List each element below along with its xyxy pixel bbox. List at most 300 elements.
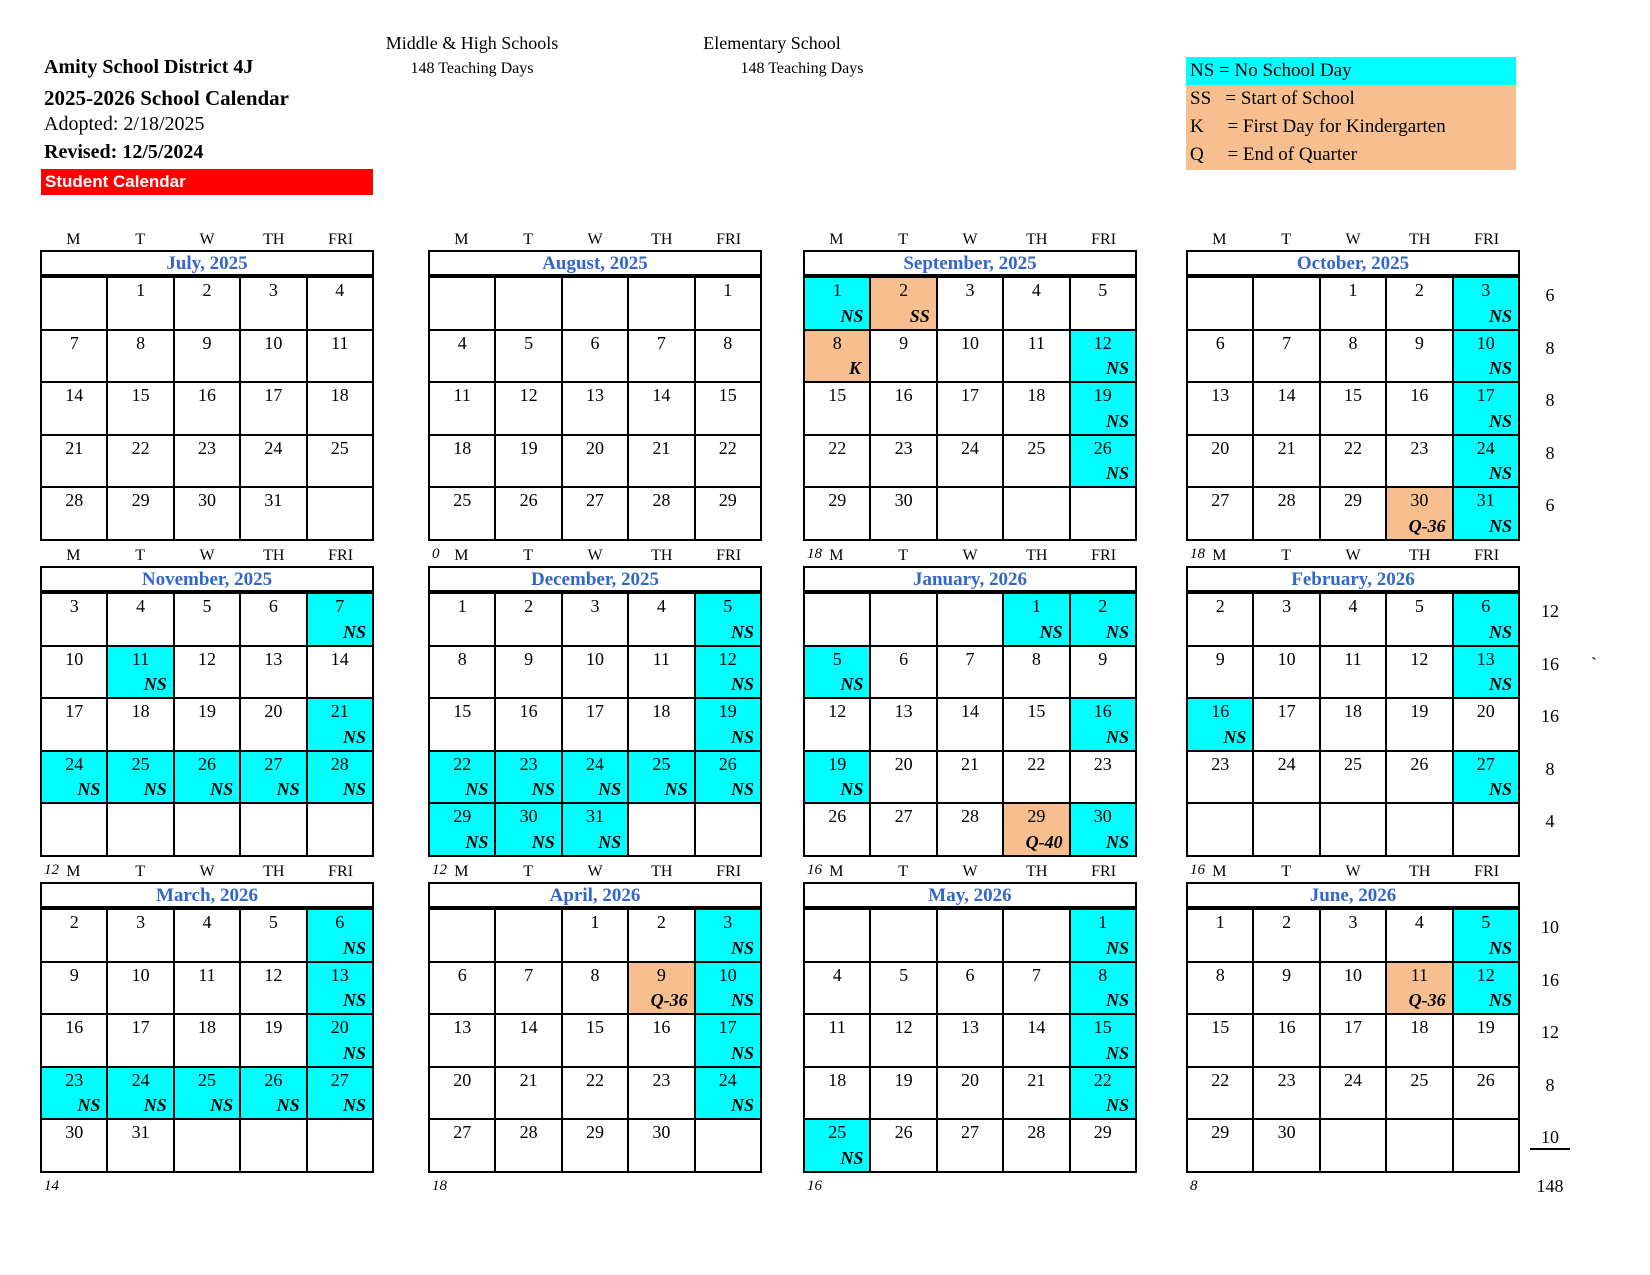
day-cell bbox=[696, 331, 762, 384]
day-code: NS bbox=[730, 621, 754, 642]
day-cell bbox=[1004, 910, 1070, 963]
day-cell bbox=[938, 331, 1004, 384]
day-number: 19 bbox=[828, 753, 847, 774]
day-cell bbox=[1454, 1068, 1520, 1121]
day-number: 16 bbox=[197, 385, 216, 406]
day-number: 26 bbox=[197, 753, 216, 774]
week-teaching-days: 6 bbox=[1545, 285, 1555, 305]
day-cell bbox=[175, 804, 241, 857]
weekday-header: FRI bbox=[1474, 547, 1500, 564]
day-number: 24 bbox=[960, 437, 979, 458]
day-number: 25 bbox=[453, 490, 472, 511]
day-number: 9 bbox=[1215, 648, 1225, 669]
weekday-header-row bbox=[803, 230, 1137, 250]
day-cell bbox=[1071, 331, 1137, 384]
day-number: 16 bbox=[519, 701, 538, 722]
weekday-header: T bbox=[1281, 231, 1292, 248]
day-number: 23 bbox=[1093, 753, 1112, 774]
day-number: 21 bbox=[519, 1069, 538, 1090]
day-number: 4 bbox=[335, 280, 345, 300]
day-number: 17 bbox=[1343, 1017, 1362, 1038]
day-cell bbox=[108, 1120, 174, 1173]
day-number: 19 bbox=[894, 1069, 913, 1090]
month-title: April, 2026 bbox=[428, 882, 762, 910]
day-cell bbox=[308, 488, 374, 541]
day-code: NS bbox=[77, 1095, 101, 1116]
day-cell bbox=[1454, 1120, 1520, 1173]
day-cell bbox=[175, 647, 241, 700]
day-cell bbox=[175, 331, 241, 384]
day-number: 23 bbox=[652, 1069, 671, 1090]
day-number: 24 bbox=[264, 437, 283, 458]
day-number: 19 bbox=[1476, 1017, 1495, 1038]
day-number: 27 bbox=[1476, 753, 1495, 774]
day-cell bbox=[563, 699, 629, 752]
week-teaching-days: 12 bbox=[1541, 1022, 1559, 1043]
day-number: 8 bbox=[1098, 964, 1108, 985]
day-cell bbox=[1387, 278, 1453, 331]
month-title: June, 2026 bbox=[1186, 882, 1520, 910]
elem-label: Elementary School bbox=[703, 33, 841, 53]
day-number: 28 bbox=[65, 490, 84, 511]
day-number: 22 bbox=[1093, 1069, 1112, 1090]
weekday-header: M bbox=[829, 863, 844, 880]
day-cell bbox=[1454, 1015, 1520, 1068]
day-number: 15 bbox=[585, 1017, 604, 1038]
day-cell bbox=[308, 804, 374, 857]
day-cell bbox=[1321, 278, 1387, 331]
day-cell bbox=[871, 594, 937, 647]
weekday-header: FRI bbox=[716, 547, 742, 564]
day-number: 18 bbox=[131, 701, 150, 722]
day-cell bbox=[871, 488, 937, 541]
day-number: 1 bbox=[1348, 280, 1358, 300]
day-number: 31 bbox=[131, 1122, 150, 1143]
weekday-header-row bbox=[40, 546, 374, 566]
day-cell bbox=[1254, 963, 1320, 1016]
day-cell bbox=[496, 488, 562, 541]
day-cell bbox=[42, 383, 108, 436]
day-cell bbox=[1071, 488, 1137, 541]
day-number: 26 bbox=[894, 1122, 913, 1143]
day-number: 13 bbox=[894, 701, 913, 722]
day-cell bbox=[1071, 594, 1137, 647]
day-cell bbox=[805, 436, 871, 489]
day-cell bbox=[42, 278, 108, 331]
month-title: March, 2026 bbox=[40, 882, 374, 910]
day-cell bbox=[1387, 804, 1453, 857]
day-cell bbox=[308, 331, 374, 384]
weekday-header: TH bbox=[263, 863, 285, 880]
day-number: 2 bbox=[656, 912, 666, 932]
day-cell bbox=[871, 1120, 937, 1173]
day-number: 13 bbox=[1211, 385, 1230, 406]
day-cell bbox=[629, 1120, 695, 1173]
day-number: 17 bbox=[585, 701, 604, 722]
day-cell bbox=[1004, 647, 1070, 700]
day-number: 3 bbox=[1481, 280, 1491, 300]
day-number: 21 bbox=[1027, 1069, 1046, 1090]
day-code: NS bbox=[276, 779, 300, 800]
day-cell bbox=[496, 278, 562, 331]
day-cell bbox=[1254, 752, 1320, 805]
day-number: 8 bbox=[1348, 332, 1358, 353]
day-cell bbox=[1321, 436, 1387, 489]
weekday-header: T bbox=[523, 547, 534, 564]
day-cell bbox=[1004, 1068, 1070, 1121]
day-number: 8 bbox=[457, 648, 467, 669]
weekday-header: T bbox=[523, 863, 534, 880]
day-number: 1 bbox=[590, 912, 600, 932]
day-cell bbox=[1254, 910, 1320, 963]
day-code: NS bbox=[730, 726, 754, 747]
weekday-header: M bbox=[1212, 863, 1227, 880]
day-cell bbox=[938, 963, 1004, 1016]
day-cell bbox=[629, 436, 695, 489]
weekday-header: TH bbox=[263, 231, 285, 248]
day-cell bbox=[805, 804, 871, 857]
day-cell bbox=[1387, 963, 1453, 1016]
day-cell bbox=[563, 752, 629, 805]
month-teaching-days-total: 18 bbox=[807, 546, 822, 562]
day-cell bbox=[1188, 488, 1254, 541]
weekday-header: TH bbox=[263, 547, 285, 564]
grand-total-teaching-days: 148 bbox=[1536, 1176, 1564, 1196]
day-number: 2 bbox=[202, 280, 212, 300]
weekday-header: W bbox=[587, 863, 603, 880]
day-number: 28 bbox=[960, 806, 979, 827]
weekday-header: FRI bbox=[1091, 231, 1117, 248]
day-cell bbox=[308, 1015, 374, 1068]
day-number: 29 bbox=[131, 490, 150, 511]
day-cell bbox=[42, 699, 108, 752]
day-cell bbox=[629, 699, 695, 752]
day-cell bbox=[430, 383, 496, 436]
day-cell bbox=[1188, 1068, 1254, 1121]
day-cell bbox=[871, 278, 937, 331]
day-cell bbox=[496, 383, 562, 436]
month-days-grid bbox=[803, 910, 1137, 1173]
month-title: December, 2025 bbox=[428, 566, 762, 594]
day-cell bbox=[696, 804, 762, 857]
weekday-header: FRI bbox=[716, 863, 742, 880]
day-cell bbox=[938, 1015, 1004, 1068]
day-number: 22 bbox=[131, 437, 150, 458]
day-code: SS bbox=[909, 305, 930, 326]
day-cell bbox=[1387, 1015, 1453, 1068]
day-number: 4 bbox=[202, 912, 212, 932]
day-cell bbox=[1254, 1015, 1320, 1068]
day-cell bbox=[1071, 910, 1137, 963]
day-number: 23 bbox=[1410, 437, 1429, 458]
day-number: 16 bbox=[1211, 701, 1230, 722]
day-number: 9 bbox=[656, 964, 666, 985]
day-cell bbox=[430, 488, 496, 541]
day-number: 20 bbox=[330, 1017, 349, 1038]
day-number: 10 bbox=[1476, 332, 1495, 353]
day-code: NS bbox=[730, 1095, 754, 1116]
day-cell bbox=[108, 1015, 174, 1068]
day-code: NS bbox=[1488, 463, 1512, 484]
day-number: 28 bbox=[330, 753, 349, 774]
day-number: 30 bbox=[1093, 806, 1112, 827]
day-cell bbox=[1004, 752, 1070, 805]
day-cell bbox=[938, 699, 1004, 752]
week-teaching-days: 12 bbox=[1541, 601, 1559, 621]
day-number: 23 bbox=[65, 1069, 84, 1090]
day-code: NS bbox=[598, 831, 622, 852]
day-number: 9 bbox=[69, 964, 79, 985]
day-number: 8 bbox=[1031, 648, 1041, 669]
day-cell bbox=[1071, 383, 1137, 436]
month-9 bbox=[428, 862, 762, 1173]
day-number: 27 bbox=[960, 1122, 979, 1143]
day-number: 25 bbox=[1027, 437, 1046, 458]
day-code: NS bbox=[342, 1042, 366, 1063]
day-cell bbox=[1387, 383, 1453, 436]
day-cell bbox=[42, 804, 108, 857]
day-cell bbox=[1321, 594, 1387, 647]
day-number: 4 bbox=[457, 332, 467, 353]
day-code: NS bbox=[1105, 990, 1129, 1011]
weekday-header: T bbox=[898, 231, 909, 248]
day-cell bbox=[42, 331, 108, 384]
day-number: 9 bbox=[1414, 332, 1424, 353]
day-number: 10 bbox=[131, 964, 150, 985]
day-cell bbox=[241, 383, 307, 436]
day-number: 25 bbox=[330, 437, 349, 458]
month-teaching-days-total: 16 bbox=[807, 862, 822, 878]
day-code: NS bbox=[730, 674, 754, 695]
weekday-header: W bbox=[199, 863, 215, 880]
day-number: 16 bbox=[1093, 701, 1112, 722]
day-number: 26 bbox=[718, 753, 737, 774]
day-cell bbox=[696, 752, 762, 805]
day-code: NS bbox=[1488, 305, 1512, 326]
day-cell bbox=[563, 383, 629, 436]
day-cell bbox=[629, 910, 695, 963]
day-cell bbox=[805, 963, 871, 1016]
day-cell bbox=[430, 278, 496, 331]
weekday-header: T bbox=[135, 547, 146, 564]
day-cell bbox=[563, 1015, 629, 1068]
day-number: 27 bbox=[894, 806, 913, 827]
day-number: 21 bbox=[330, 701, 349, 722]
weekday-header-row bbox=[40, 230, 374, 250]
week-teaching-days: 16 bbox=[1541, 969, 1559, 990]
day-cell bbox=[629, 383, 695, 436]
month-4 bbox=[40, 546, 374, 857]
day-number: 11 bbox=[1344, 648, 1362, 669]
day-cell bbox=[308, 436, 374, 489]
day-cell bbox=[1071, 1120, 1137, 1173]
day-cell bbox=[629, 804, 695, 857]
day-cell bbox=[1387, 910, 1453, 963]
day-number: 10 bbox=[960, 332, 979, 353]
day-code: NS bbox=[143, 1095, 167, 1116]
day-cell bbox=[1254, 699, 1320, 752]
stray-mark: ` bbox=[1591, 654, 1597, 674]
weekday-header: M bbox=[454, 863, 469, 880]
weekday-header: TH bbox=[651, 863, 673, 880]
month-days-grid bbox=[40, 594, 374, 857]
day-number: 21 bbox=[1277, 437, 1296, 458]
day-cell bbox=[1387, 699, 1453, 752]
day-number: 12 bbox=[1476, 964, 1495, 985]
day-number: 26 bbox=[1093, 437, 1112, 458]
day-number: 16 bbox=[65, 1017, 84, 1038]
day-number: 20 bbox=[960, 1069, 979, 1090]
day-cell bbox=[1454, 699, 1520, 752]
day-cell bbox=[563, 910, 629, 963]
day-code: NS bbox=[840, 674, 864, 695]
day-cell bbox=[108, 278, 174, 331]
day-number: 6 bbox=[965, 964, 975, 985]
adopted-date: Adopted: 2/18/2025 bbox=[44, 113, 205, 135]
weekday-header: T bbox=[135, 863, 146, 880]
day-code: NS bbox=[1488, 410, 1512, 431]
day-number: 15 bbox=[131, 385, 150, 406]
week-teaching-days: 8 bbox=[1545, 758, 1555, 779]
day-code: K bbox=[849, 358, 862, 379]
day-code: Q-36 bbox=[650, 990, 688, 1011]
day-cell bbox=[1004, 1120, 1070, 1173]
month-teaching-days-total: 12 bbox=[44, 862, 59, 878]
day-number: 10 bbox=[1343, 964, 1362, 985]
day-cell bbox=[629, 278, 695, 331]
day-number: 8 bbox=[590, 964, 600, 985]
day-number: 2 bbox=[899, 280, 909, 300]
weekday-header: FRI bbox=[716, 231, 742, 248]
day-number: 17 bbox=[131, 1017, 150, 1038]
day-number: 1 bbox=[1031, 596, 1041, 616]
day-number: 25 bbox=[131, 753, 150, 774]
day-number: 24 bbox=[1277, 753, 1296, 774]
month-title: January, 2026 bbox=[803, 566, 1137, 594]
day-number: 18 bbox=[197, 1017, 216, 1038]
day-cell bbox=[496, 752, 562, 805]
day-number: 15 bbox=[453, 701, 472, 722]
day-number: 1 bbox=[136, 280, 146, 300]
day-number: 3 bbox=[590, 596, 600, 616]
day-number: 11 bbox=[1410, 964, 1429, 985]
day-cell bbox=[629, 963, 695, 1016]
day-cell bbox=[1321, 1120, 1387, 1173]
day-cell bbox=[629, 594, 695, 647]
day-cell bbox=[1321, 910, 1387, 963]
day-code: NS bbox=[465, 779, 489, 800]
day-code: NS bbox=[1488, 779, 1512, 800]
day-cell bbox=[871, 383, 937, 436]
weekday-header: M bbox=[454, 231, 469, 248]
day-number: 13 bbox=[330, 964, 349, 985]
mhs-days: 148 Teaching Days bbox=[410, 60, 534, 77]
day-number: 29 bbox=[585, 1122, 604, 1143]
day-number: 14 bbox=[960, 701, 979, 722]
legend-kindergarten: K = First Day for Kindergarten bbox=[1190, 116, 1446, 137]
day-cell bbox=[241, 331, 307, 384]
day-number: 10 bbox=[1277, 648, 1296, 669]
legend-start-of-school: SS = Start of School bbox=[1190, 88, 1355, 109]
day-cell bbox=[1004, 436, 1070, 489]
day-number: 4 bbox=[1031, 280, 1041, 300]
day-cell bbox=[1071, 752, 1137, 805]
day-number: 19 bbox=[1410, 701, 1429, 722]
day-cell bbox=[108, 436, 174, 489]
month-days-grid bbox=[1186, 278, 1520, 541]
day-cell bbox=[1454, 804, 1520, 857]
day-cell bbox=[871, 436, 937, 489]
weekday-header: TH bbox=[1026, 547, 1048, 564]
month-teaching-days-total: 14 bbox=[44, 1178, 59, 1194]
day-cell bbox=[871, 963, 937, 1016]
day-code: NS bbox=[1105, 358, 1129, 379]
day-cell bbox=[696, 488, 762, 541]
day-number: 12 bbox=[894, 1017, 913, 1038]
day-cell bbox=[175, 1120, 241, 1173]
day-number: 20 bbox=[453, 1069, 472, 1090]
day-cell bbox=[496, 804, 562, 857]
day-cell bbox=[108, 383, 174, 436]
day-cell bbox=[805, 647, 871, 700]
day-number: 5 bbox=[1414, 596, 1424, 616]
day-cell bbox=[805, 1015, 871, 1068]
day-cell bbox=[805, 278, 871, 331]
week-teaching-days: 6 bbox=[1545, 495, 1555, 516]
day-number: 25 bbox=[1343, 753, 1362, 774]
day-number: 16 bbox=[894, 385, 913, 406]
day-number: 19 bbox=[197, 701, 216, 722]
day-cell bbox=[430, 910, 496, 963]
day-number: 15 bbox=[1343, 385, 1362, 406]
month-1 bbox=[428, 230, 762, 541]
day-cell bbox=[42, 488, 108, 541]
day-cell bbox=[696, 963, 762, 1016]
day-cell bbox=[563, 436, 629, 489]
day-cell bbox=[175, 383, 241, 436]
weekday-header: M bbox=[1212, 547, 1227, 564]
day-code: NS bbox=[77, 779, 101, 800]
day-number: 2 bbox=[1215, 596, 1225, 616]
day-number: 12 bbox=[264, 964, 283, 985]
day-number: 26 bbox=[1410, 753, 1429, 774]
day-cell bbox=[175, 594, 241, 647]
day-code: NS bbox=[840, 779, 864, 800]
weekday-header-row bbox=[40, 862, 374, 882]
day-number: 18 bbox=[1027, 385, 1046, 406]
day-cell bbox=[42, 647, 108, 700]
day-number: 14 bbox=[652, 385, 671, 406]
month-2 bbox=[803, 230, 1137, 541]
day-number: 21 bbox=[960, 753, 979, 774]
day-number: 8 bbox=[832, 332, 842, 353]
mhs-label: Middle & High Schools bbox=[385, 33, 559, 53]
day-code: NS bbox=[342, 937, 366, 958]
day-number: 5 bbox=[899, 964, 909, 985]
day-cell bbox=[871, 331, 937, 384]
month-days-grid bbox=[40, 278, 374, 541]
day-code: NS bbox=[1488, 621, 1512, 642]
day-number: 30 bbox=[519, 806, 538, 827]
day-code: NS bbox=[1105, 463, 1129, 484]
day-cell bbox=[805, 488, 871, 541]
day-number: 11 bbox=[652, 648, 671, 669]
day-code: NS bbox=[1223, 726, 1247, 747]
day-cell bbox=[871, 752, 937, 805]
day-cell bbox=[1254, 278, 1320, 331]
day-code: NS bbox=[342, 621, 366, 642]
day-number: 22 bbox=[828, 437, 847, 458]
